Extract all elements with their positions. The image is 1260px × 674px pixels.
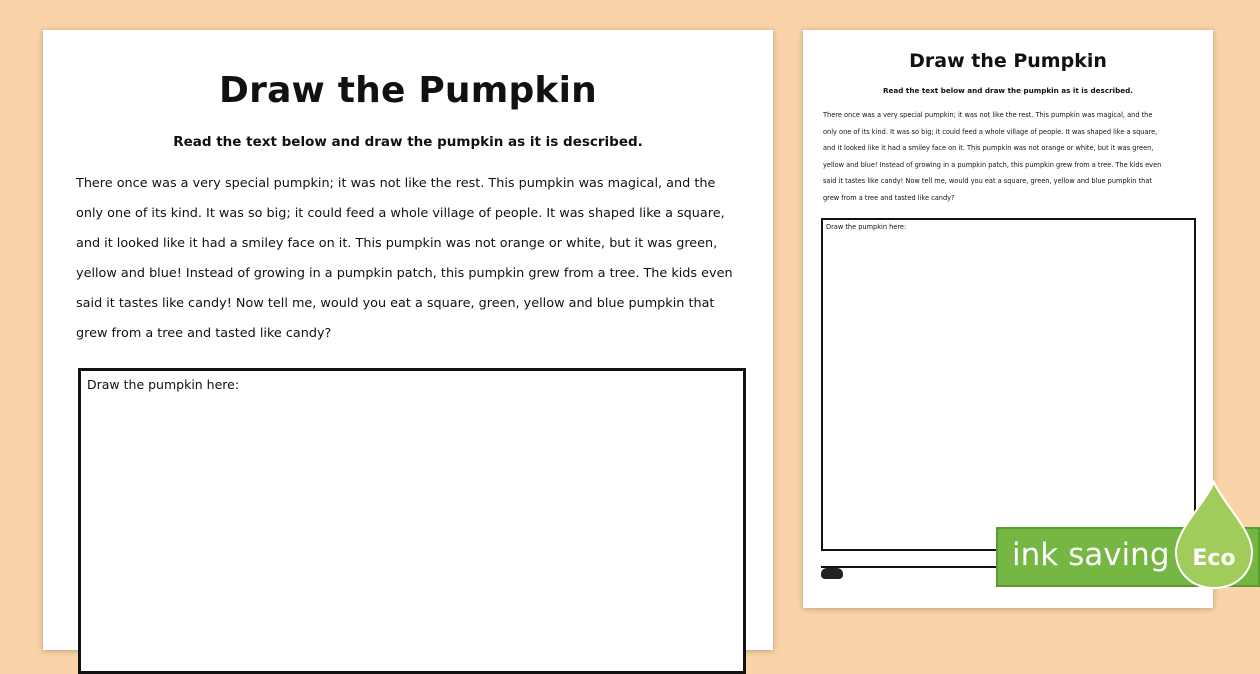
story-line: yellow and blue! Instead of growing in a pumpkin patch, this pumpkin grew from a tree. The kids even: [76, 266, 733, 281]
instructions: Read the text below and draw the pumpkin as it is described.: [882, 86, 1133, 95]
story-line: and it looked like it had a smiley face on it. This pumpkin was not orange or white, but it was green,: [823, 144, 1154, 153]
story-line: and it looked like it had a smiley face on it. This pumpkin was not orange or white, but it was green,: [76, 236, 718, 251]
story-text: [76, 169, 748, 349]
worksheet-page-large: [43, 30, 773, 650]
story-line: There once was a very special pumpkin; it was not like the rest. This pumpkin was magical, and the: [76, 176, 716, 191]
drawing-area[interactable]: [78, 368, 746, 674]
story-line: only one of its kind. It was so big; it could feed a whole village of people. It was shaped like a square,: [823, 127, 1158, 136]
story-line: said it tastes like candy! Now tell me, would you eat a square, green, yellow and blue pumpkin that: [823, 177, 1152, 186]
badge-label: ink saving: [1012, 537, 1170, 573]
story-line: There once was a very special pumpkin; it was not like the rest. This pumpkin was magical, and the: [823, 111, 1153, 119]
story-line: only one of its kind. It was so big; it could feed a whole village of people. It was shaped like a square,: [76, 206, 725, 221]
page-title: Draw the Pumpkin: [219, 70, 597, 111]
page-title: Draw the Pumpkin: [909, 50, 1107, 72]
drawing-area-label: Draw the pumpkin here:: [87, 377, 240, 392]
instructions: Read the text below and draw the pumpkin as it is described.: [173, 134, 643, 150]
story-line: yellow and blue! Instead of growing in a pumpkin patch, this pumpkin grew from a tree. The kids even: [823, 160, 1162, 169]
eco-drop-icon: [1172, 480, 1256, 590]
ink-saving-badge: [996, 480, 1260, 590]
story-line: grew from a tree and tasted like candy?: [76, 326, 332, 341]
publisher-logo-icon: [821, 568, 843, 579]
story-text: [823, 107, 1193, 207]
story-line: grew from a tree and tasted like candy?: [823, 193, 955, 202]
eco-label: Eco: [1192, 546, 1236, 571]
drawing-area-label: Draw the pumpkin here:: [826, 223, 907, 231]
story-line: said it tastes like candy! Now tell me, would you eat a square, green, yellow and blue pumpkin that: [76, 296, 715, 311]
